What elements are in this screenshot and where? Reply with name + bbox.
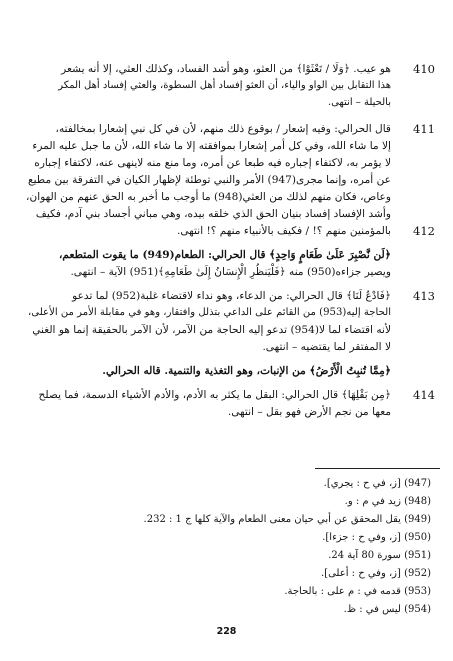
text-line: لا يؤمر به، لاكتفاء إجباره فيه طبعا عن أمره، وما منع منه لاينهى عنه، لاكتفاء إجباره [34,157,391,169]
text-line: معها من نجم الأرض فهو بقل – انتهى. [227,406,391,418]
margin-number: 413 [413,289,435,303]
text-line: بالمؤمنين منهم ؟! / فكيف بالأنبياء منهم ؟! انتهى. [176,225,391,237]
page-number: 228 [216,626,237,637]
text-line: ويصير جزاءه(950) منه ﴿فَلْيَنظُرِ الْإِنسَانُ إِلَىٰ طَعَامِهِ﴾(951) الآية – انتهى. [70,266,391,278]
text-line: إلا ما شاء الله، وفي كل أمر إشعارا بموافقته إلا ما شاء الله، لأن ما جبل عليه المرء [32,140,391,152]
text-line: لأنه اقتضاء لما لا(954) تدعو إليه الحاجة من الآمر، لأن الآمر بالحقيقة إنما هو الغني [32,324,391,336]
text-line: وعاص، فكان منهم لذلك من العثي(948) ما أوجب ما أخبر به الحق عنهم من الهوان، [26,191,391,203]
footnote: (950) [ز، وفي ح : جزءا]. [322,532,431,543]
footnote: (949) يقل المحقق عن أبي حيان معنى الطعام والآية كلها ج 1 : 232. [143,514,431,525]
text-line: بالحيلة – انتهى. [327,97,391,108]
margin-number: 412 [413,224,435,238]
text-line: عن أمره، وإنما مجرى(947) الأمر والنبي توطئة لإظهار الكيان في التفرقة بين مطيع [27,174,391,186]
text-line: هذا التقابل بين الواو والياء، أن العثو إفساد أهل السطوة، والعثي إفساد أهل المكر [58,80,391,91]
margin-number: 410 [413,62,435,76]
text-line: قال الحرالي: وفيه إشعار / بوقوع ذلك منهم، لأن في كل نبي إشعارا بمخالفته، [55,123,391,135]
text-line: لا المفتقر لما يقتضيه – انتهى. [262,341,391,353]
text-line: ﴿لَن نَّصْبِرَ عَلَىٰ طَعَامٍ وَاحِدٍ﴾ قال الحرالي: الطعام(949) ما يقوت المتطعم، [58,249,391,261]
footnote: (948) زيد في م : و. [344,496,431,507]
footnote: (947) [ز، في ح : يجري]. [323,478,431,489]
footnote: (953) قدمه في : م على : بالحاجة. [284,586,431,597]
footnote: (951) سورة 80 آية 24. [328,550,431,561]
footnote: (952) [ز، وفي ح : أعلى]. [321,568,431,579]
text-line: هو عيب. ﴿وَلَا / تَعْثَوْا﴾ من العثو، وهو أشد الفساد، وكذلك العثي، إلا أنه يشعر [61,63,391,75]
margin-number: 411 [413,122,435,136]
text-line: الحاجة إليه(953) من القائم على الداعي بتذلل وافتقار، وهو في مقابلة الأمر من الأعلى، [28,307,391,318]
text-line: ﴿فَادْعُ لَنَا﴾ قال الحرالي: من الدعاء، وهو نداء لاقتضاء غلبة(952) لما تدعو [72,290,391,302]
footnote-separator [315,468,440,469]
text-line: ﴿مِمَّا تُنبِتُ الْأَرْضُ﴾ من الإنبات، وهو التغذية والتنمية. قاله الحرالي. [102,365,391,377]
text-line: وأشد الإفساد إفساد بنيان الحق الذي خلقه بيده، وهي مباني أجساد بني آدم، فكيف [35,208,391,220]
margin-number: 414 [413,388,435,402]
footnote: (954) ليس في : ظ. [343,604,431,615]
text-line: ﴿مِن بَقْلِهَا﴾ قال الحرالي: البقل ما يكثر به الأدم، والأدم الأشياء الدسمة، فما يصلح [38,389,391,401]
